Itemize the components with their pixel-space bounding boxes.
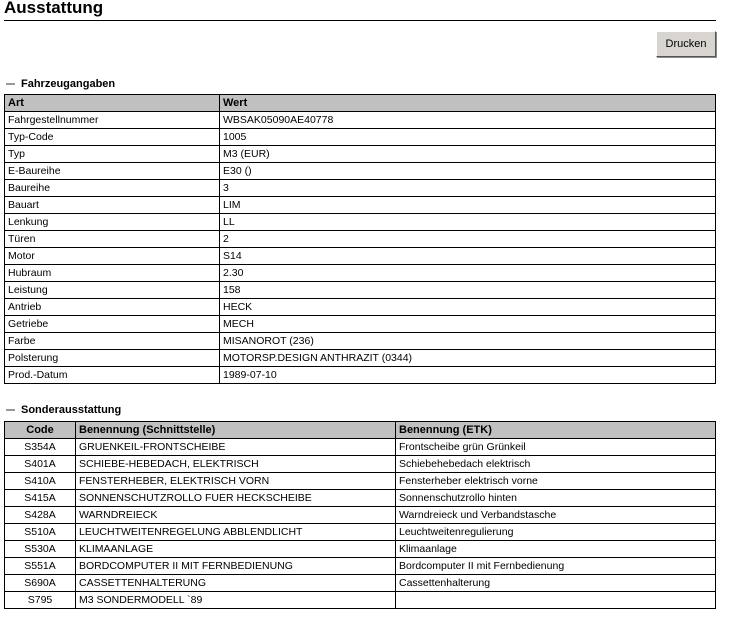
cell-art: Bauart [5,197,220,214]
cell-art: E-Baureihe [5,163,220,180]
cell-art: Lenkung [5,214,220,231]
collapse-icon[interactable] [6,83,15,85]
cell-art: Polsterung [5,350,220,367]
collapse-icon[interactable] [6,409,15,411]
cell-wert: S14 [220,248,716,265]
cell-benennung-etk [396,592,716,609]
column-header-benennung-schnittstelle: Benennung (Schnittstelle) [76,422,396,439]
table-row [5,439,716,456]
cell-benennung-etk: Bordcomputer II mit Fernbedienung [396,558,716,575]
cell-code: S530A [5,541,76,558]
cell-wert: M3 (EUR) [220,146,716,163]
section-options-title: Sonderausstattung [21,404,122,416]
table-row [5,524,716,541]
cell-art: Typ [5,146,220,163]
cell-art: Türen [5,231,220,248]
cell-benennung-schnittstelle: SCHIEBE-HEBEDACH, ELEKTRISCH [76,456,396,473]
cell-art: Getriebe [5,316,220,333]
table-row [5,490,716,507]
table-row [5,333,716,350]
cell-art: Motor [5,248,220,265]
cell-art: Prod.-Datum [5,367,220,384]
cell-benennung-schnittstelle: BORDCOMPUTER II MIT FERNBEDIENUNG [76,558,396,575]
table-row [5,282,716,299]
cell-benennung-etk: Fensterheber elektrisch vorne [396,473,716,490]
column-header-benennung-etk: Benennung (ETK) [396,422,716,439]
cell-code: S551A [5,558,76,575]
table-row [5,507,716,524]
title-divider [4,20,716,21]
cell-wert: HECK [220,299,716,316]
table-row [5,456,716,473]
table-row [5,265,716,282]
cell-benennung-etk: Sonnenschutzrollo hinten [396,490,716,507]
table-row [5,163,716,180]
cell-art: Farbe [5,333,220,350]
cell-wert: 2.30 [220,265,716,282]
section-vehicle-title: Fahrzeugangaben [21,78,116,90]
cell-wert: WBSAK05090AE40778 [220,112,716,129]
cell-benennung-etk: Leuchtweitenregulierung [396,524,716,541]
cell-code: S410A [5,473,76,490]
section-options-header[interactable] [6,404,121,416]
table-row [5,558,716,575]
vehicle-table [4,94,716,384]
cell-wert: E30 () [220,163,716,180]
column-header-art: Art [5,95,220,112]
table-row [5,592,716,609]
cell-benennung-etk: Schiebehebedach elektrisch [396,456,716,473]
cell-benennung-schnittstelle: WARNDREIECK [76,507,396,524]
cell-code: S354A [5,439,76,456]
cell-art: Leistung [5,282,220,299]
cell-code: S401A [5,456,76,473]
page-title: Ausstattung [4,0,104,17]
column-header-wert: Wert [220,95,716,112]
cell-wert: LIM [220,197,716,214]
cell-art: Baureihe [5,180,220,197]
cell-code: S690A [5,575,76,592]
cell-benennung-schnittstelle: KLIMAANLAGE [76,541,396,558]
cell-wert: 2 [220,231,716,248]
cell-benennung-etk: Cassettenhalterung [396,575,716,592]
cell-art: Typ-Code [5,129,220,146]
cell-wert: LL [220,214,716,231]
cell-benennung-schnittstelle: GRUENKEIL-FRONTSCHEIBE [76,439,396,456]
table-row [5,367,716,384]
table-row [5,180,716,197]
cell-benennung-schnittstelle: M3 SONDERMODELL `89 [76,592,396,609]
table-row [5,473,716,490]
cell-benennung-schnittstelle: LEUCHTWEITENREGELUNG ABBLENDLICHT [76,524,396,541]
cell-wert: 3 [220,180,716,197]
cell-benennung-etk: Warndreieck und Verbandstasche [396,507,716,524]
options-table [4,421,716,609]
cell-benennung-schnittstelle: CASSETTENHALTERUNG [76,575,396,592]
cell-benennung-etk: Klimaanlage [396,541,716,558]
table-row [5,541,716,558]
table-row [5,350,716,367]
cell-wert: 1005 [220,129,716,146]
options-table-header [5,422,716,439]
table-row [5,197,716,214]
column-header-code: Code [5,422,76,439]
table-row [5,231,716,248]
print-button[interactable]: Drucken [656,31,716,57]
table-row [5,575,716,592]
table-row [5,214,716,231]
cell-art: Fahrgestellnummer [5,112,220,129]
cell-code: S428A [5,507,76,524]
table-row [5,146,716,163]
cell-art: Hubraum [5,265,220,282]
cell-art: Antrieb [5,299,220,316]
cell-code: S510A [5,524,76,541]
table-row [5,129,716,146]
vehicle-table-header [5,95,716,112]
cell-benennung-schnittstelle: SONNENSCHUTZROLLO FUER HECKSCHEIBE [76,490,396,507]
cell-code: S415A [5,490,76,507]
cell-benennung-etk: Frontscheibe grün Grünkeil [396,439,716,456]
section-vehicle-header[interactable] [6,78,115,90]
cell-code: S795 [5,592,76,609]
table-row [5,112,716,129]
cell-wert: MISANOROT (236) [220,333,716,350]
cell-wert: MECH [220,316,716,333]
cell-wert: MOTORSP.DESIGN ANTHRAZIT (0344) [220,350,716,367]
table-row [5,316,716,333]
cell-wert: 158 [220,282,716,299]
cell-wert: 1989-07-10 [220,367,716,384]
cell-benennung-schnittstelle: FENSTERHEBER, ELEKTRISCH VORN [76,473,396,490]
table-row [5,299,716,316]
table-row [5,248,716,265]
